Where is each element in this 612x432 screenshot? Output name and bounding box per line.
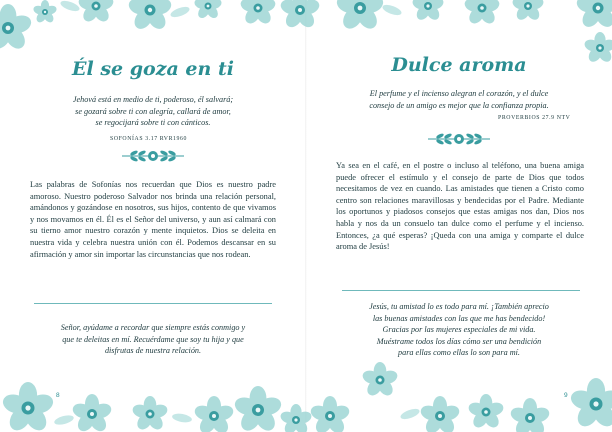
- page-title: Él se goza en ti: [72, 58, 234, 80]
- prayer-line: Jesús, tu amistad lo es todo para mí. ¡También aprecio: [369, 302, 549, 311]
- right-page: [306, 0, 612, 432]
- verse-line: se gozará sobre ti con alegría, callará de amor,: [75, 106, 231, 116]
- body-text: Ya sea en el café, en el postre o incluso al teléfono, una buena amiga puede ofrecer el estímulo y el consejo de parte de Dios que todos necesitamos de vez en cuando. Las amistades que tienen a Cristo como centro son relaciones maravillosas y bendecidas por el Padre. Mediante los oportunos y piadosos consejos que estas amigas nos dan, Dios nos habla y nos da un consuelo tan dulce como el perfume y el incienso. Entonces, ¿a qué esperas? ¡Queda con una amiga y comparte el dulce aroma de Jesús!: [336, 161, 584, 252]
- page-title: Dulce aroma: [391, 54, 527, 76]
- page-number: 9: [564, 392, 568, 399]
- page-gutter: [305, 0, 307, 432]
- leaf-ornament-icon: [120, 148, 186, 164]
- prayer-line: las buenas amistades con las que me has bendecido!: [372, 313, 546, 323]
- prayer-line: Muéstrame todos los días cómo ser una bendición: [376, 336, 542, 346]
- verse-reference: SOFONÍAS 3.17 RVR1960: [110, 136, 188, 142]
- body-text: Las palabras de Sofonías nos recuerdan que Dios es nuestro padre amoroso. Nuestro poderoso Salvador nos brinda una relación personal, amándonos y gozándose en nosotros, sus hijos, contento de que vivamos y nos movamos en él. Él es el Señor del universo, y aun así calmará con su tierno amor nuestro corazón y mente inquietos. Dios se deleita en nuestra vida y celebra nuestra unión con él. Podemos descansar en su afirmación y amor sin importar las circunstancias que nos rodean.: [30, 180, 276, 259]
- verse-line: El perfume y el incienso alegran el corazón, y el dulce: [369, 89, 549, 98]
- prayer-line: para ellas como ellas lo son para mí.: [398, 348, 520, 357]
- prayer-text: [326, 301, 592, 359]
- divider: [342, 290, 580, 291]
- prayer-line: Señor, ayúdame a recordar que siempre estás conmigo y: [60, 323, 246, 332]
- verse-reference: PROVERBIOS 27.9 NTV: [498, 115, 571, 121]
- verse-text: [326, 88, 592, 111]
- prayer-line: que te deleitas en mí. Recuérdame que soy tu hija y que: [62, 334, 244, 344]
- verse-line: consejo de un amigo es mejor que la confianza propia.: [369, 100, 549, 110]
- prayer-text: [20, 322, 286, 357]
- page-number: 8: [56, 392, 60, 399]
- verse-line: Jehová está en medio de ti, poderoso, él salvará;: [72, 95, 234, 104]
- prayer-line: disfrutas de nuestra relación.: [104, 346, 202, 355]
- verse-line: se regocijará sobre ti con cánticos.: [95, 118, 211, 127]
- prayer-line: Gracias por las mujeres especiales de mi vida.: [382, 325, 536, 334]
- verse-text: [20, 94, 286, 129]
- leaf-ornament-icon: [426, 131, 492, 147]
- divider: [34, 303, 272, 304]
